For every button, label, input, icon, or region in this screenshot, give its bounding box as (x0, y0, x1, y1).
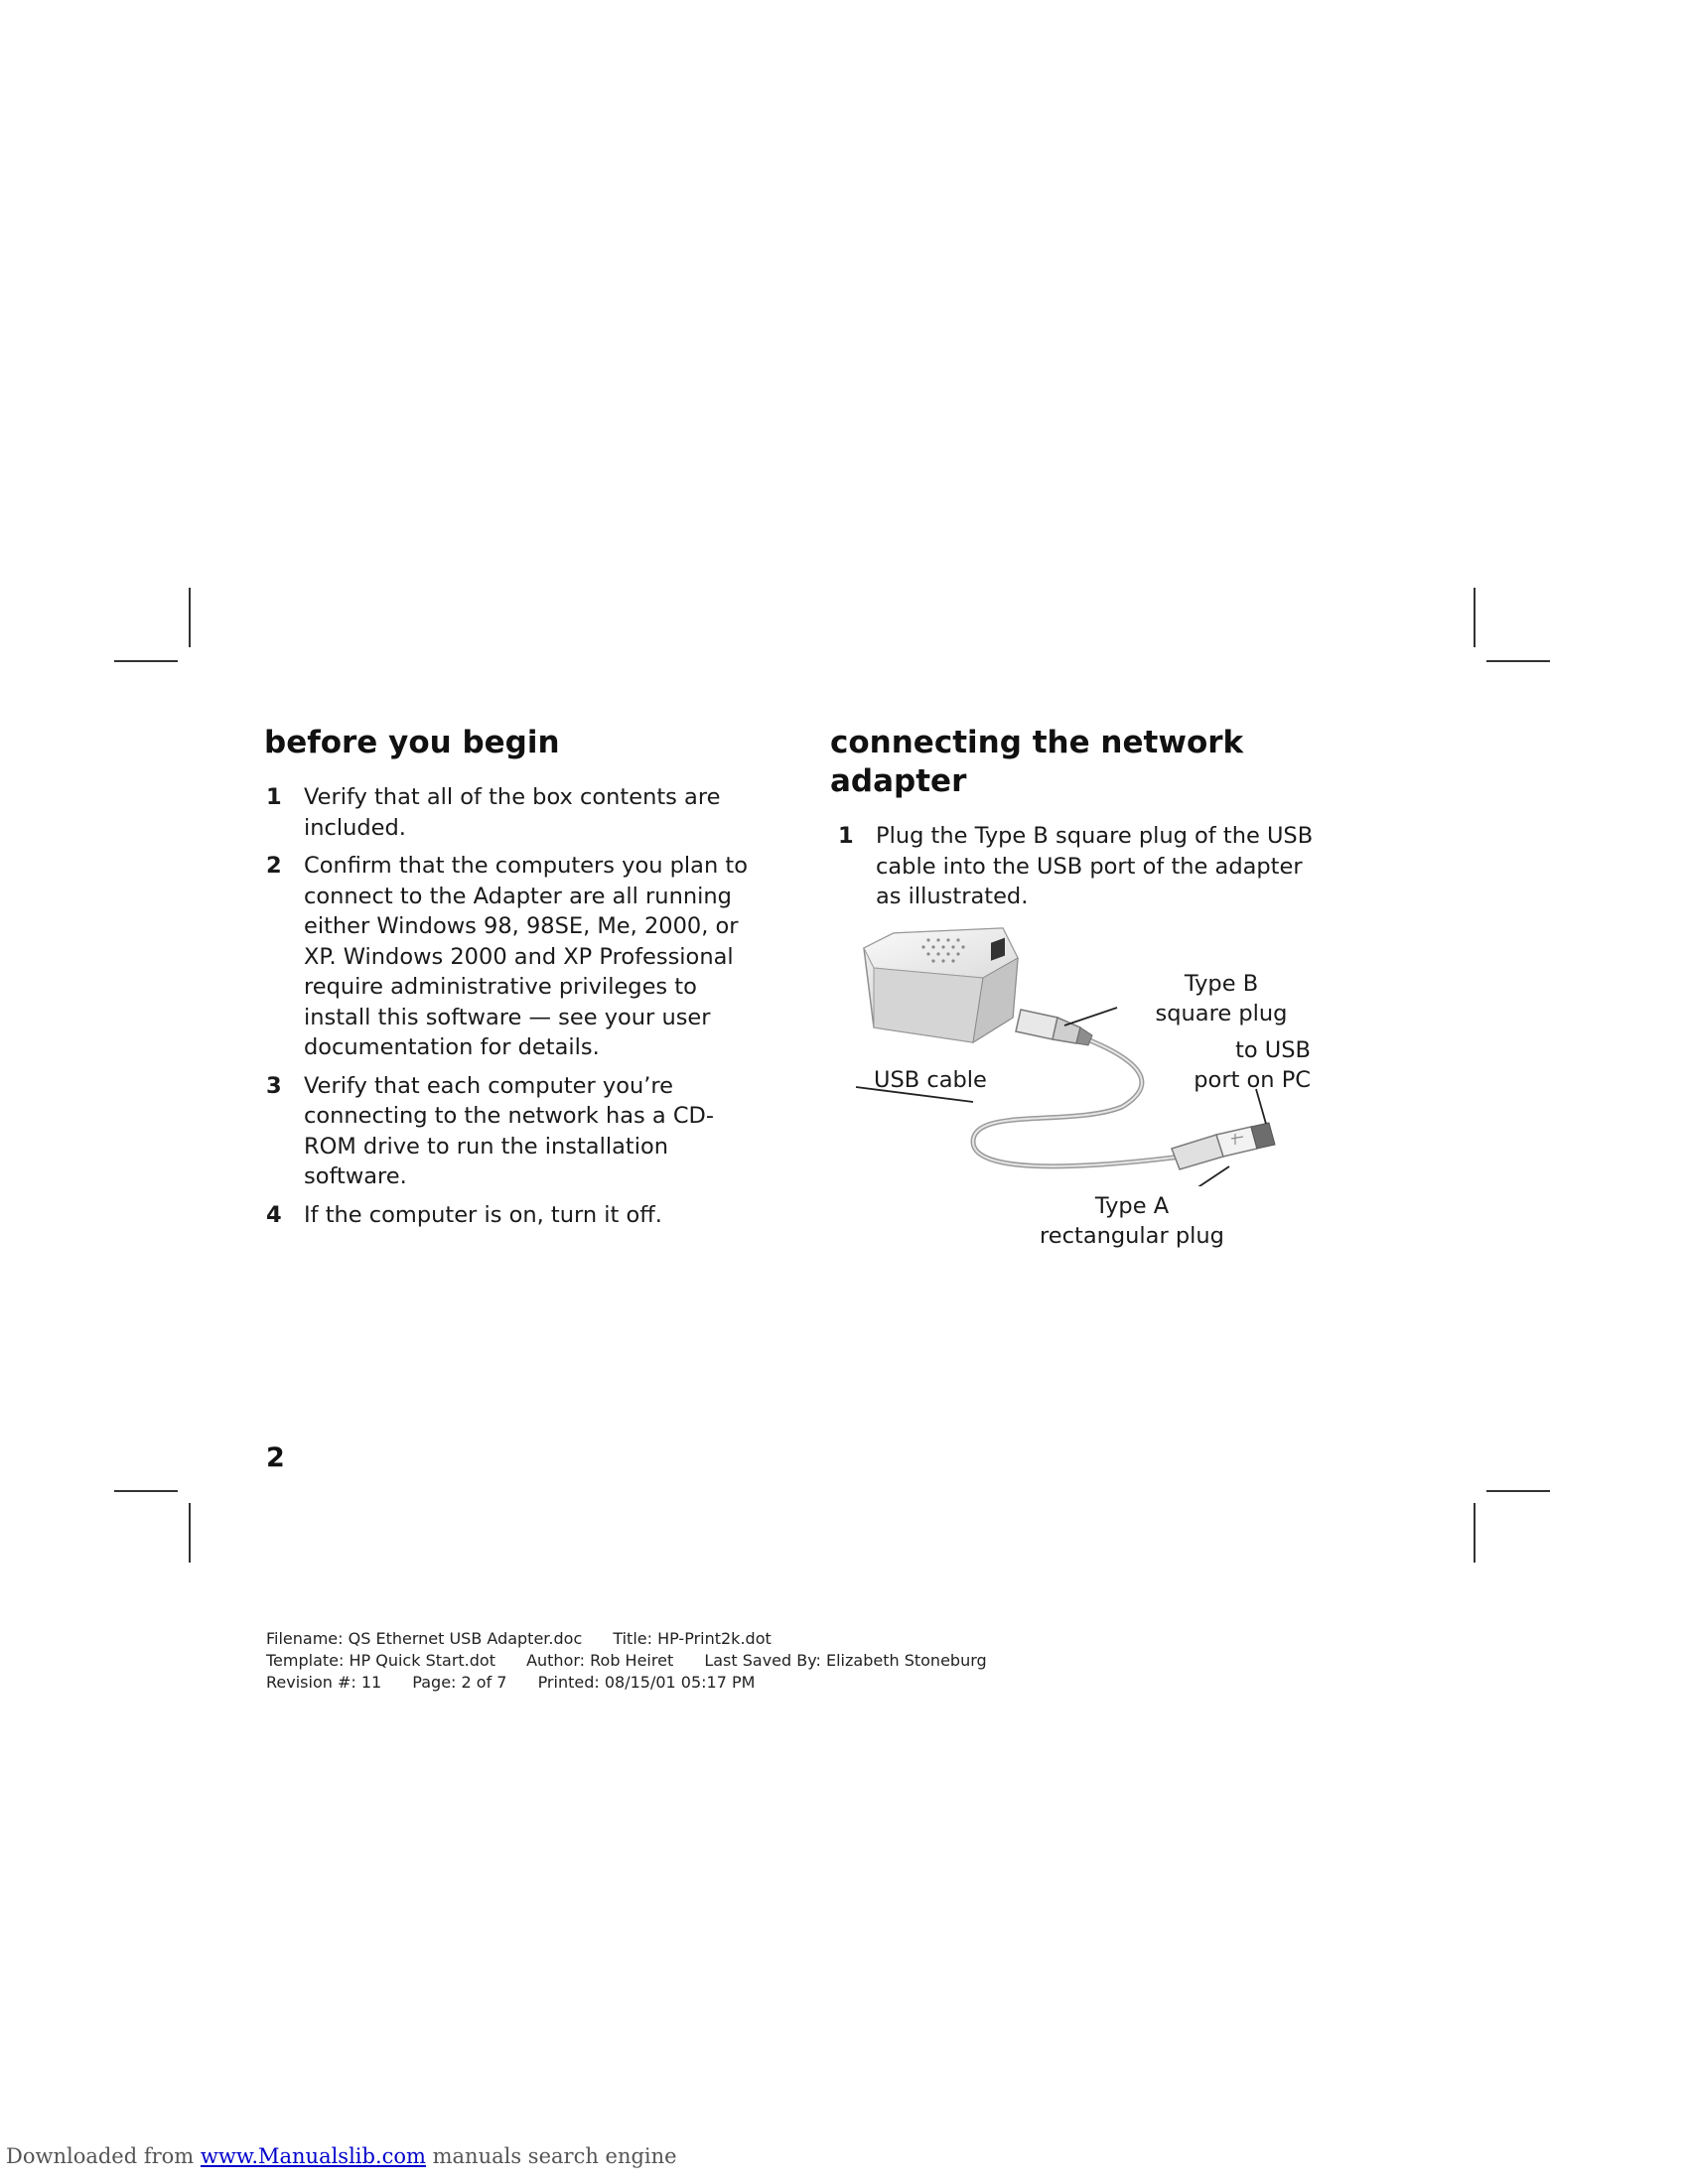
crop-mark (114, 660, 178, 662)
label-line: to USB (1235, 1037, 1311, 1063)
list-item-number: 2 (266, 853, 282, 879)
list-item-text: Confirm that the computers you plan to connect to the Adapter are all running either Windows 98, 98SE, Me, 2000, or XP. Windows 2000 and XP Professional require administrative privileges to install this software — see your user documentation for details. (304, 853, 748, 1060)
label-type-b (1122, 969, 1321, 1028)
label-line: port on PC (1194, 1067, 1311, 1093)
metadata-row (266, 1650, 1160, 1672)
crop-mark (114, 1490, 178, 1492)
list-item-number: 3 (266, 1072, 282, 1099)
crop-mark (1486, 660, 1550, 662)
label-line: Type A (1094, 1193, 1170, 1219)
type-b-plug-icon (1016, 1010, 1092, 1045)
list-item-number: 1 (266, 784, 282, 810)
heading-line: adapter (830, 763, 967, 799)
metadata-template: Template: HP Quick Start.dot (266, 1651, 495, 1670)
crop-mark (1474, 588, 1476, 647)
page-number: 2 (266, 1442, 285, 1473)
list-item-text: Verify that all of the box contents are included. (304, 784, 721, 841)
metadata-last-saved: Last Saved By: Elizabeth Stoneburg (704, 1651, 987, 1670)
label-to-usb-port (1182, 1035, 1311, 1095)
usb-cable-icon (973, 1023, 1182, 1166)
list-item (838, 821, 1315, 912)
metadata-row (266, 1672, 1160, 1694)
label-line: Type B (1184, 971, 1259, 997)
metadata-filename: Filename: QS Ethernet USB Adapter.doc (266, 1629, 583, 1648)
metadata-revision: Revision #: 11 (266, 1673, 382, 1692)
list-item (266, 1200, 763, 1231)
callout-line (1185, 1166, 1229, 1186)
heading-line: connecting the network (830, 725, 1244, 760)
metadata-printed: Printed: 08/15/01 05:17 PM (537, 1673, 756, 1692)
metadata-row (266, 1628, 1160, 1650)
list-item-number: 1 (838, 823, 854, 849)
crop-mark (189, 1503, 191, 1563)
metadata-title: Title: HP-Print2k.dot (613, 1629, 772, 1648)
checklist (266, 782, 763, 1238)
list-item-text: Plug the Type B square plug of the USB cable into the USB port of the adapter as illustrated. (876, 823, 1314, 909)
footer-prefix: Downloaded from (6, 2144, 201, 2168)
list-item-number: 4 (266, 1201, 282, 1228)
metadata-author: Author: Rob Heiret (526, 1651, 674, 1670)
list-item (266, 851, 763, 1063)
label-line: rectangular plug (1040, 1223, 1224, 1249)
network-adapter-icon (864, 928, 1018, 1042)
manualslib-link[interactable]: www.Manualslib.com (200, 2144, 426, 2168)
crop-mark (189, 588, 191, 647)
metadata-page: Page: 2 of 7 (412, 1673, 507, 1692)
callout-line (1064, 1008, 1117, 1025)
list-item-text: Verify that each computer you’re connecting to the network has a CD-ROM drive to run the installation software. (304, 1072, 714, 1189)
type-a-plug-icon (1172, 1123, 1275, 1169)
label-type-a (1033, 1191, 1231, 1251)
footer-suffix: manuals search engine (425, 2144, 677, 2168)
list-item-text: If the computer is on, turn it off. (304, 1201, 662, 1228)
label-usb-cable: USB cable (874, 1067, 987, 1093)
crop-mark (1474, 1503, 1476, 1563)
section-heading-connecting-adapter (830, 724, 1346, 801)
list-item (266, 1071, 763, 1192)
download-footer (6, 2142, 677, 2170)
steps-list (838, 821, 1315, 912)
label-line: square plug (1155, 1001, 1288, 1026)
section-heading-before-you-begin: before you begin (264, 725, 560, 760)
list-item (266, 782, 763, 843)
document-metadata (266, 1628, 1160, 1694)
crop-mark (1486, 1490, 1550, 1492)
